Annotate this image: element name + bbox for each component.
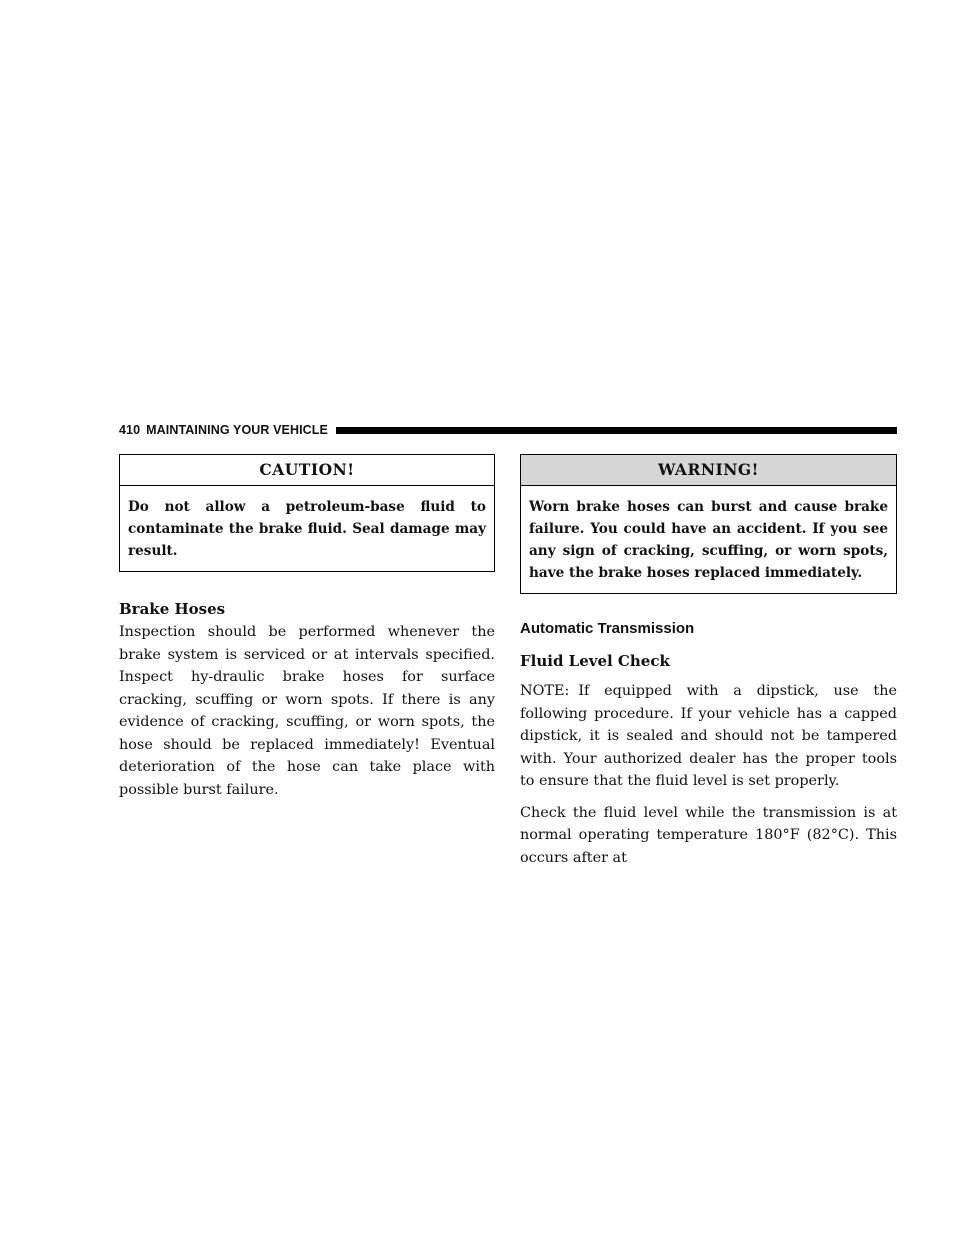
warning-body: Worn brake hoses can burst and cause brake failure. You could have an accident. If you see any sign of cracking, scuffing, or worn spots, have the brake hoses replaced immediately. [529,499,888,581]
automatic-transmission-heading: Automatic Transmission [520,620,695,637]
warning-title: WARNING! [521,455,896,486]
note-paragraph [520,680,897,793]
left-column [119,454,495,801]
right-column [520,454,897,869]
caution-body: Do not allow a petroleum-base fluid to contaminate the brake fluid. Seal damage may result. [128,499,486,559]
header-rule [336,427,897,434]
transmission-paragraph: Check the fluid level while the transmission is at normal operating temperature 180°F (82°C). This occurs after at [520,804,897,866]
page-header [119,422,897,438]
caution-box [119,454,495,572]
note-text: If equipped with a dipstick, use the following procedure. If your vehicle has a capped dipstick, it is sealed and should not be tampered with. Your authorized dealer has the proper tools to ensure that the fluid level is set properly. [520,683,897,789]
caution-title: CAUTION! [120,455,494,486]
page-number: 410 [119,423,141,437]
warning-box [520,454,897,594]
brake-hoses-heading: Brake Hoses [119,600,226,618]
section-title: MAINTAINING YOUR VEHICLE [146,423,328,437]
brake-hoses-paragraph: Inspection should be performed whenever the brake system is serviced or at intervals specified. Inspect hy-draulic brake hoses for surface cracking, scuffing or worn spots. If there is any evidence of cracking, scuffing, or worn spots, the hose should be replaced immediately! Eventual deterioration of the hose can take place with possible burst failure. [119,624,495,798]
note-label: NOTE: [520,683,570,699]
fluid-level-check-heading: Fluid Level Check [520,652,670,670]
